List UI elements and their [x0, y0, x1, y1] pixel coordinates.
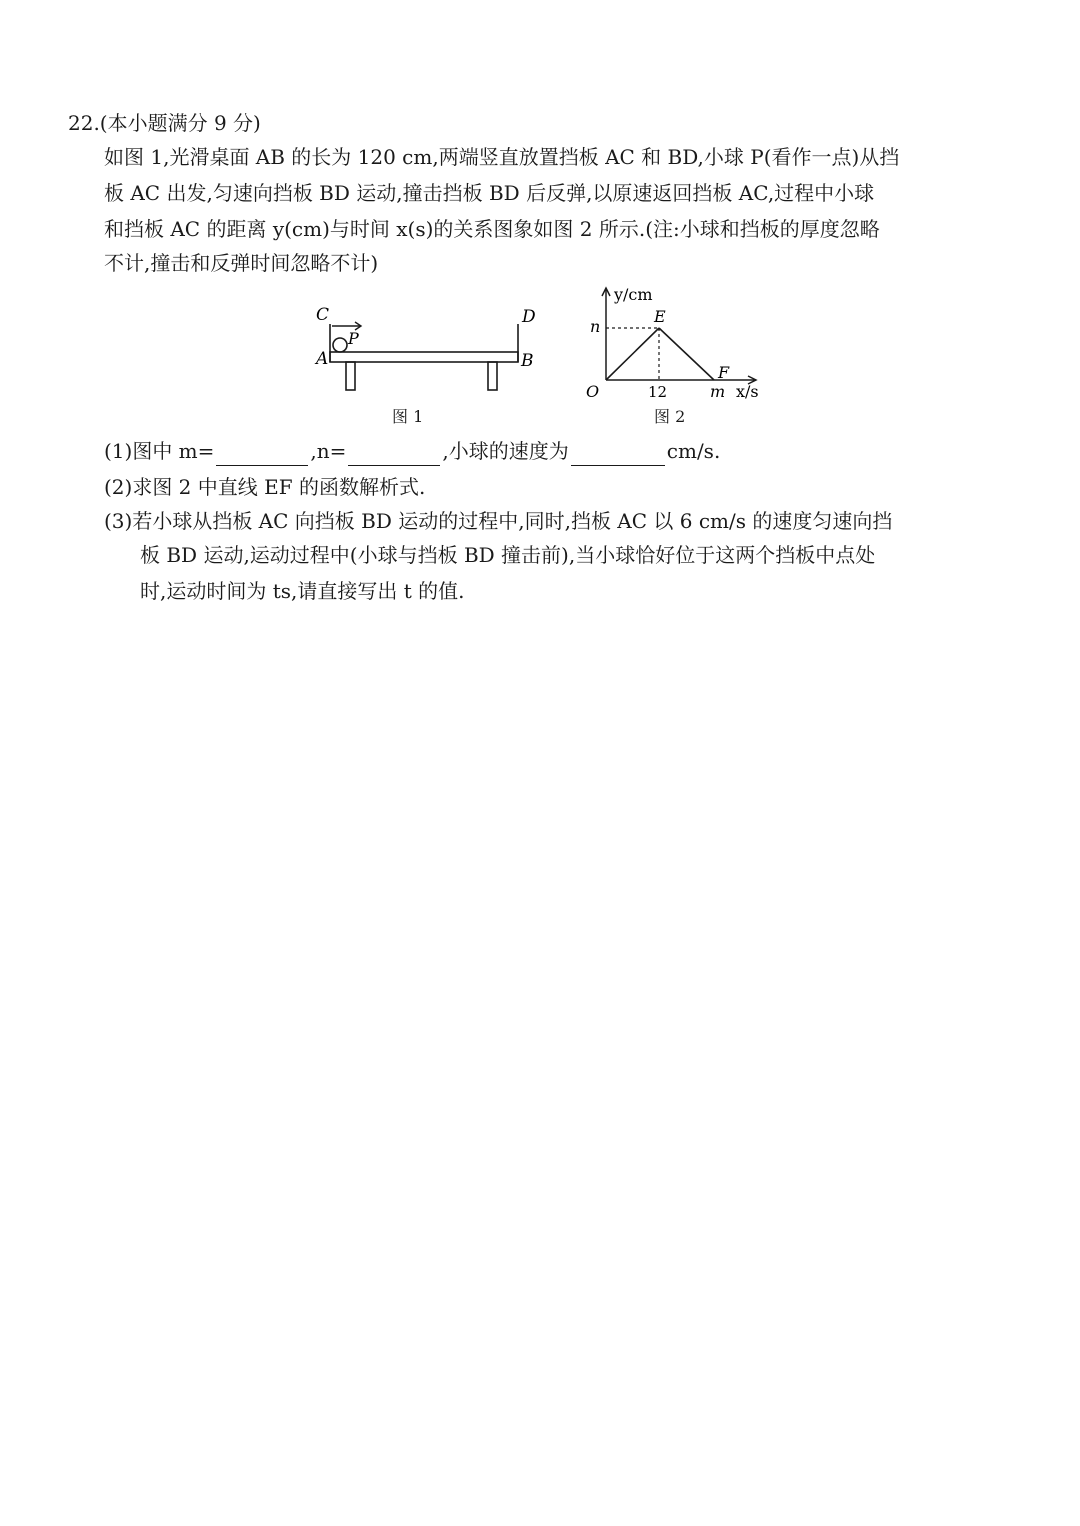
question-3-line-1: (3)若小球从挡板 AC 向挡板 BD 运动的过程中,同时,挡板 AC 以 6 cm/s 的速度匀速向挡	[104, 509, 893, 533]
ball-p	[333, 338, 347, 352]
answer-blank-n[interactable]	[348, 443, 440, 466]
problem-stem-line-2: 板 AC 出发,匀速向挡板 BD 运动,撞击挡板 BD 后反弹,以原速返回挡板 AC,过程中小球	[104, 181, 875, 205]
problem-stem-line-4: 不计,撞击和反弹时间忽略不计)	[104, 251, 379, 275]
segment-oe	[606, 328, 659, 380]
figure-1	[310, 300, 540, 430]
table-leg-left	[346, 362, 355, 390]
label-m: m	[710, 382, 726, 401]
segment-ef	[659, 328, 714, 380]
label-a: A	[316, 349, 329, 369]
figure-1-caption: 图 1	[392, 407, 424, 426]
label-d: D	[522, 307, 536, 327]
problem-stem-line-3: 和挡板 AC 的距离 y(cm)与时间 x(s)的关系图象如图 2 所示.(注:小球和挡板的厚度忽略	[104, 217, 880, 241]
answer-blank-speed[interactable]	[571, 443, 665, 466]
answer-blank-m[interactable]	[216, 443, 308, 466]
figure-2-caption: 图 2	[654, 407, 686, 426]
question-1	[104, 436, 720, 466]
label-e: E	[654, 307, 666, 326]
table-leg-right	[488, 362, 497, 390]
q1-mid-2: ,小球的速度为	[442, 439, 569, 463]
question-2: (2)求图 2 中直线 EF 的函数解析式.	[104, 475, 426, 499]
label-b: B	[521, 351, 534, 371]
label-p: P	[348, 329, 359, 348]
q1-suffix: cm/s.	[666, 439, 721, 463]
question-3-line-3: 时,运动时间为 ts,请直接写出 t 的值.	[140, 579, 465, 603]
figure-1-drawing	[310, 300, 540, 430]
q1-prefix: (1)图中 m=	[104, 439, 215, 463]
label-n: n	[590, 317, 601, 336]
tick-12: 12	[648, 383, 668, 401]
table-top	[330, 352, 518, 362]
x-axis-label: x/s	[736, 382, 759, 401]
problem-title: 22.(本小题满分 9 分)	[68, 111, 261, 135]
label-f: F	[718, 363, 730, 382]
label-c: C	[316, 305, 330, 325]
question-3-line-2: 板 BD 运动,运动过程中(小球与挡板 BD 撞击前),当小球恰好位于这两个挡板中点处	[140, 543, 876, 567]
q1-mid-1: ,n=	[310, 439, 347, 463]
y-axis-label: y/cm	[614, 285, 653, 304]
label-origin: O	[586, 382, 600, 401]
problem-stem-line-1: 如图 1,光滑桌面 AB 的长为 120 cm,两端竖直放置挡板 AC 和 BD,小球 P(看作一点)从挡	[104, 145, 900, 169]
